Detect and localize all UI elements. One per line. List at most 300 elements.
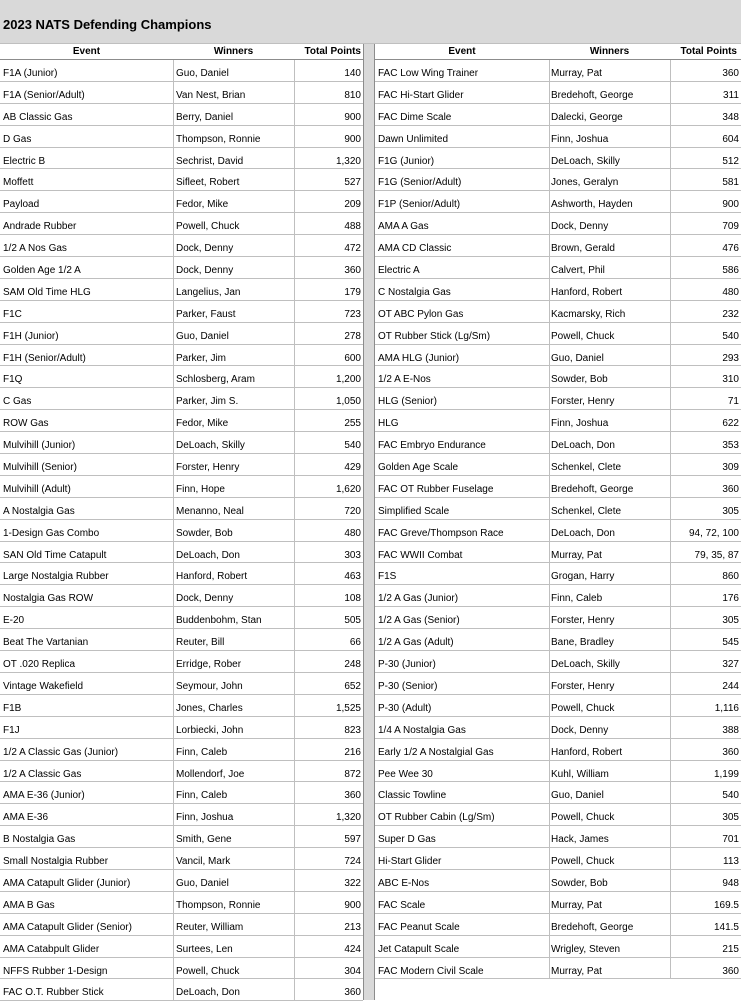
table-row — [0, 235, 363, 257]
event-cell[interactable]: Beat The Vartanian — [3, 637, 89, 649]
event-cell[interactable]: 1/2 A Gas (Adult) — [378, 637, 454, 649]
winner-cell[interactable]: Mollendorf, Joe — [176, 768, 245, 780]
winner-cell[interactable]: DeLoach, Skilly — [551, 659, 620, 671]
points-cell[interactable]: 216 — [344, 746, 361, 758]
points-cell[interactable]: 900 — [722, 199, 739, 211]
points-cell[interactable]: 179 — [344, 286, 361, 298]
winner-cell[interactable]: Jones, Geralyn — [551, 177, 619, 189]
event-cell[interactable]: Small Nostalgia Rubber — [3, 856, 109, 868]
event-cell[interactable]: P-30 (Junior) — [378, 659, 436, 671]
winner-cell[interactable]: Vancil, Mark — [176, 856, 231, 868]
winner-cell[interactable]: Calvert, Phil — [551, 265, 605, 277]
event-cell[interactable]: Nostalgia Gas ROW — [3, 593, 94, 605]
points-cell[interactable]: 505 — [344, 615, 361, 627]
winner-cell[interactable]: Van Nest, Brian — [176, 89, 246, 101]
table-row — [375, 60, 741, 82]
event-cell[interactable]: Golden Age Scale — [378, 462, 459, 474]
winner-cell[interactable]: Murray, Pat — [551, 549, 602, 561]
event-cell[interactable]: P-30 (Senior) — [378, 680, 438, 692]
points-cell[interactable]: 480 — [344, 527, 361, 539]
points-cell[interactable]: 1,620 — [335, 483, 361, 495]
event-cell[interactable]: Dawn Unlimited — [378, 133, 449, 145]
header-winners[interactable]: Winners — [213, 46, 254, 57]
event-cell[interactable]: FAC Embryo Endurance — [378, 440, 486, 452]
table-row — [375, 366, 741, 388]
winner-cell[interactable]: Dock, Denny — [551, 221, 609, 233]
winner-cell[interactable]: Powell, Chuck — [551, 856, 615, 868]
winner-cell[interactable]: Murray, Pat — [551, 899, 602, 911]
sheet-title[interactable]: 2023 NATS Defending Champions — [3, 17, 212, 32]
points-cell[interactable]: 604 — [722, 133, 739, 145]
event-cell[interactable]: Vintage Wakefield — [3, 680, 84, 692]
winner-cell[interactable]: Finn, Caleb — [551, 593, 603, 605]
points-cell[interactable]: 429 — [344, 462, 361, 474]
table-row — [375, 410, 741, 432]
points-cell[interactable]: 472 — [344, 243, 361, 255]
event-cell[interactable]: E-20 — [3, 615, 25, 627]
table-row — [0, 366, 363, 388]
points-cell[interactable]: 176 — [722, 593, 739, 605]
table-row — [375, 476, 741, 498]
winner-cell[interactable]: Powell, Chuck — [551, 330, 615, 342]
event-cell[interactable]: FAC Modern Civil Scale — [378, 965, 484, 977]
points-cell[interactable]: 215 — [722, 943, 739, 955]
points-cell[interactable]: 1,199 — [713, 768, 739, 780]
table-row — [375, 235, 741, 257]
event-cell[interactable]: OT Rubber Stick (Lg/Sm) — [378, 330, 491, 342]
winner-cell[interactable]: DeLoach, Don — [176, 549, 240, 561]
table-row — [0, 761, 363, 783]
header-total-points[interactable]: Total Points — [304, 46, 361, 57]
event-cell[interactable]: B Nostalgia Gas — [3, 834, 76, 846]
event-cell[interactable]: FAC O.T. Rubber Stick — [3, 987, 104, 999]
event-cell[interactable]: F1C — [3, 308, 22, 320]
winner-cell[interactable]: Powell, Chuck — [176, 965, 240, 977]
event-cell[interactable]: AB Classic Gas — [3, 111, 73, 123]
event-cell[interactable]: F1H (Junior) — [3, 330, 59, 342]
winner-cell[interactable]: Hanford, Robert — [176, 571, 248, 583]
winner-cell[interactable]: Lorbiecki, John — [176, 724, 244, 736]
winner-cell[interactable]: Parker, Jim — [176, 352, 227, 364]
table-row — [0, 629, 363, 651]
points-cell[interactable]: 720 — [344, 505, 361, 517]
right-rows — [375, 60, 741, 979]
points-cell[interactable]: 113 — [723, 856, 739, 868]
table-row — [0, 717, 363, 739]
table-row — [375, 826, 741, 848]
event-cell[interactable]: F1B — [3, 702, 22, 714]
winner-cell[interactable]: Brown, Gerald — [551, 243, 615, 255]
event-cell[interactable]: F1Q — [3, 374, 23, 386]
event-cell[interactable]: FAC Greve/Thompson Race — [378, 527, 504, 539]
winner-cell[interactable]: Hack, James — [551, 834, 609, 846]
points-cell[interactable]: 545 — [722, 637, 739, 649]
event-cell[interactable]: 1/2 A Nos Gas — [3, 243, 67, 255]
points-cell[interactable]: 360 — [344, 265, 361, 277]
event-cell[interactable]: AMA E-36 — [3, 812, 49, 824]
winner-cell[interactable]: Parker, Jim S. — [176, 396, 239, 408]
points-cell[interactable]: 310 — [722, 374, 739, 386]
points-cell[interactable]: 823 — [344, 724, 361, 736]
event-cell[interactable]: F1P (Senior/Adult) — [378, 199, 461, 211]
event-cell[interactable]: FAC OT Rubber Fuselage — [378, 483, 494, 495]
points-cell[interactable]: 255 — [344, 418, 361, 430]
event-cell[interactable]: SAN Old Time Catapult — [3, 549, 107, 561]
points-cell[interactable]: 309 — [722, 462, 739, 474]
event-cell[interactable]: F1G (Junior) — [378, 155, 435, 167]
event-cell[interactable]: 1/2 A Gas (Junior) — [378, 593, 459, 605]
event-cell[interactable]: D Gas — [3, 133, 32, 145]
winner-cell[interactable]: Hanford, Robert — [551, 286, 623, 298]
event-cell[interactable]: FAC Hi-Start Glider — [378, 89, 464, 101]
event-cell[interactable]: AMA B Gas — [3, 899, 55, 911]
event-cell[interactable]: AMA E-36 (Junior) — [3, 790, 85, 802]
winner-cell[interactable]: Kacmarsky, Rich — [551, 308, 626, 320]
winner-cell[interactable]: Hanford, Robert — [551, 746, 623, 758]
points-cell[interactable]: 900 — [344, 899, 361, 911]
winner-cell[interactable]: Schenkel, Clete — [551, 505, 622, 517]
winner-cell[interactable]: Sowder, Bob — [176, 527, 233, 539]
event-cell[interactable]: Hi-Start Glider — [378, 856, 442, 868]
points-cell[interactable]: 360 — [722, 68, 739, 79]
points-cell[interactable]: 1,320 — [335, 812, 361, 824]
winner-cell[interactable]: Guo, Daniel — [176, 68, 229, 79]
points-cell[interactable]: 900 — [344, 133, 361, 145]
winner-cell[interactable]: Langelius, Jan — [176, 286, 241, 298]
winner-cell[interactable]: Dock, Denny — [551, 724, 609, 736]
winner-cell[interactable]: Guo, Daniel — [551, 790, 604, 802]
points-cell[interactable]: 71 — [727, 396, 739, 408]
points-cell[interactable]: 600 — [344, 352, 361, 364]
title-bar — [0, 0, 741, 44]
winner-cell[interactable]: Forster, Henry — [551, 680, 615, 692]
points-cell[interactable]: 586 — [722, 265, 739, 277]
table-row — [0, 914, 363, 936]
points-cell[interactable]: 860 — [722, 571, 739, 583]
event-cell[interactable]: 1/2 A Gas (Senior) — [378, 615, 460, 627]
winner-cell[interactable]: DeLoach, Skilly — [551, 155, 620, 167]
event-cell[interactable]: AMA HLG (Junior) — [378, 352, 460, 364]
event-cell[interactable]: FAC Low Wing Trainer — [378, 68, 479, 79]
table-row — [0, 848, 363, 870]
event-cell[interactable]: AMA Catapult Glider (Junior) — [3, 877, 131, 889]
points-cell[interactable]: 424 — [344, 943, 361, 955]
table-row — [0, 607, 363, 629]
event-cell[interactable]: OT .020 Replica — [3, 659, 76, 671]
points-cell[interactable]: 293 — [722, 352, 739, 364]
event-cell[interactable]: HLG (Senior) — [378, 396, 437, 408]
points-cell[interactable]: 79, 35, 87 — [694, 549, 739, 561]
table-row — [0, 126, 363, 148]
event-cell[interactable]: OT Rubber Cabin (Lg/Sm) — [378, 812, 495, 824]
winner-cell[interactable]: Ashworth, Hayden — [551, 199, 633, 211]
winner-cell[interactable]: Wrigley, Steven — [551, 943, 621, 955]
winner-cell[interactable]: Thompson, Ronnie — [176, 133, 261, 145]
points-cell[interactable]: 305 — [722, 812, 739, 824]
winner-cell[interactable]: Powell, Chuck — [176, 221, 240, 233]
winner-cell[interactable]: Dock, Denny — [176, 593, 234, 605]
winner-cell[interactable]: Berry, Daniel — [176, 111, 234, 123]
table-row — [375, 958, 741, 980]
points-cell[interactable]: 1,525 — [335, 702, 361, 714]
table-row — [375, 651, 741, 673]
winner-cell[interactable]: Buddenbohm, Stan — [176, 615, 262, 627]
event-cell[interactable]: 1/2 A Classic Gas — [3, 768, 82, 780]
event-cell[interactable]: Jet Catapult Scale — [378, 943, 460, 955]
points-cell[interactable]: 948 — [722, 877, 739, 889]
winner-cell[interactable]: Surtees, Len — [176, 943, 233, 955]
table-row — [0, 651, 363, 673]
points-cell[interactable]: 360 — [722, 746, 739, 758]
event-cell[interactable]: Electric A — [378, 265, 420, 277]
table-row — [0, 454, 363, 476]
winner-cell[interactable]: Guo, Daniel — [551, 352, 604, 364]
event-cell[interactable]: Pee Wee 30 — [378, 768, 433, 780]
points-cell[interactable]: 1,050 — [335, 396, 361, 408]
winner-cell[interactable]: Sowder, Bob — [551, 374, 608, 386]
winner-cell[interactable]: Murray, Pat — [551, 965, 602, 977]
winner-cell[interactable]: Finn, Hope — [176, 483, 225, 495]
winner-cell[interactable]: Finn, Caleb — [176, 790, 228, 802]
table-row — [375, 892, 741, 914]
points-cell[interactable]: 581 — [722, 177, 739, 189]
points-cell[interactable]: 94, 72, 100 — [688, 527, 739, 539]
event-cell[interactable]: Classic Towline — [378, 790, 447, 802]
event-cell[interactable]: C Gas — [3, 396, 32, 408]
event-cell[interactable]: 1/4 A Nostalgia Gas — [378, 724, 466, 736]
event-cell[interactable]: 1-Design Gas Combo — [3, 527, 100, 539]
winner-cell[interactable]: Sechrist, David — [176, 155, 244, 167]
event-cell[interactable]: ROW Gas — [3, 418, 49, 430]
table-row — [375, 717, 741, 739]
winner-cell[interactable]: Seymour, John — [176, 680, 243, 692]
table-row — [0, 673, 363, 695]
points-cell[interactable]: 360 — [344, 790, 361, 802]
winner-cell[interactable]: Dock, Denny — [176, 243, 234, 255]
winner-cell[interactable]: Bredehoft, George — [551, 483, 634, 495]
table-row — [0, 257, 363, 279]
event-cell[interactable]: Mulvihill (Senior) — [3, 462, 77, 474]
winner-cell[interactable]: Finn, Joshua — [551, 133, 609, 145]
event-cell[interactable]: Electric B — [3, 155, 46, 167]
winner-cell[interactable]: DeLoach, Skilly — [176, 440, 245, 452]
table-row — [0, 585, 363, 607]
points-cell[interactable]: 66 — [349, 637, 361, 649]
winner-cell[interactable]: Dalecki, George — [551, 111, 623, 123]
event-cell[interactable]: Early 1/2 A Nostalgial Gas — [378, 746, 494, 758]
points-cell[interactable]: 388 — [722, 724, 739, 736]
points-cell[interactable]: 1,200 — [335, 374, 361, 386]
winner-cell[interactable]: Jones, Charles — [176, 702, 243, 714]
table-row — [375, 563, 741, 585]
header-winners[interactable]: Winners — [589, 46, 630, 57]
event-cell[interactable]: P-30 (Adult) — [378, 702, 432, 714]
event-cell[interactable]: F1S — [378, 571, 397, 583]
table-row — [375, 126, 741, 148]
right-table — [375, 44, 741, 979]
points-cell[interactable]: 278 — [344, 330, 361, 342]
winner-cell[interactable]: Fedor, Mike — [176, 199, 229, 211]
winner-cell[interactable]: Forster, Henry — [176, 462, 240, 474]
points-cell[interactable]: 724 — [344, 856, 361, 868]
event-cell[interactable]: AMA Catabpult Glider — [3, 943, 100, 955]
table-row — [0, 804, 363, 826]
points-cell[interactable]: 540 — [722, 790, 739, 802]
points-cell[interactable]: 597 — [344, 834, 361, 846]
winner-cell[interactable]: Finn, Joshua — [551, 418, 609, 430]
table-row — [0, 169, 363, 191]
winner-cell[interactable]: Guo, Daniel — [176, 330, 229, 342]
winner-cell[interactable]: DeLoach, Don — [176, 987, 240, 999]
winner-cell[interactable]: Thompson, Ronnie — [176, 899, 261, 911]
header-total-points[interactable]: Total Points — [680, 46, 737, 57]
winner-cell[interactable]: Sifleet, Robert — [176, 177, 240, 189]
points-cell[interactable]: 305 — [722, 615, 739, 627]
winner-cell[interactable]: Powell, Chuck — [551, 702, 615, 714]
winner-cell[interactable]: Parker, Faust — [176, 308, 236, 320]
event-cell[interactable]: NFFS Rubber 1-Design — [3, 965, 108, 977]
winner-cell[interactable]: Fedor, Mike — [176, 418, 229, 430]
winner-cell[interactable]: Sowder, Bob — [551, 877, 608, 889]
points-cell[interactable]: 108 — [344, 593, 361, 605]
points-cell[interactable]: 512 — [722, 155, 739, 167]
winner-cell[interactable]: Powell, Chuck — [551, 812, 615, 824]
event-cell[interactable]: FAC Dime Scale — [378, 111, 452, 123]
winner-cell[interactable]: Smith, Gene — [176, 834, 232, 846]
event-cell[interactable]: OT ABC Pylon Gas — [378, 308, 464, 320]
event-cell[interactable]: ABC E-Nos — [378, 877, 430, 889]
event-cell[interactable]: F1A (Senior/Adult) — [3, 89, 85, 101]
winner-cell[interactable]: Reuter, Bill — [176, 637, 225, 649]
event-cell[interactable]: HLG — [378, 418, 399, 430]
winner-cell[interactable]: Menanno, Neal — [176, 505, 244, 517]
winner-cell[interactable]: Forster, Henry — [551, 615, 615, 627]
points-cell[interactable]: 900 — [344, 111, 361, 123]
points-cell[interactable]: 304 — [344, 965, 361, 977]
points-cell[interactable]: 463 — [344, 571, 361, 583]
points-cell[interactable]: 709 — [722, 221, 739, 233]
event-cell[interactable]: F1G (Senior/Adult) — [378, 177, 462, 189]
winner-cell[interactable]: Bane, Bradley — [551, 637, 614, 649]
points-cell[interactable]: 232 — [722, 308, 739, 320]
points-cell[interactable]: 141.5 — [713, 921, 739, 933]
winner-cell[interactable]: Finn, Joshua — [176, 812, 234, 824]
winner-cell[interactable]: Grogan, Harry — [551, 571, 615, 583]
points-cell[interactable]: 488 — [344, 221, 361, 233]
points-cell[interactable]: 303 — [344, 549, 361, 561]
event-cell[interactable]: A Nostalgia Gas — [3, 505, 75, 517]
points-cell[interactable]: 327 — [722, 659, 739, 671]
table-row — [0, 958, 363, 980]
event-cell[interactable]: Simplified Scale — [378, 505, 450, 517]
points-cell[interactable]: 353 — [722, 440, 739, 452]
event-cell[interactable]: 1/2 A E-Nos — [378, 374, 431, 386]
points-cell[interactable]: 701 — [722, 834, 739, 846]
points-cell[interactable]: 622 — [722, 418, 739, 430]
table-row — [375, 345, 741, 367]
event-cell[interactable]: F1H (Senior/Adult) — [3, 352, 86, 364]
winner-cell[interactable]: Forster, Henry — [551, 396, 615, 408]
points-cell[interactable]: 652 — [344, 680, 361, 692]
winner-cell[interactable]: DeLoach, Don — [551, 440, 615, 452]
winner-cell[interactable]: Guo, Daniel — [176, 877, 229, 889]
event-cell[interactable]: AMA CD Classic — [378, 243, 452, 255]
event-cell[interactable]: Large Nostalgia Rubber — [3, 571, 109, 583]
winner-cell[interactable]: Schenkel, Clete — [551, 462, 622, 474]
winner-cell[interactable]: Dock, Denny — [176, 265, 234, 277]
winner-cell[interactable]: Kuhl, William — [551, 768, 609, 780]
event-cell[interactable]: F1J — [3, 724, 20, 736]
points-cell[interactable]: 248 — [344, 659, 361, 671]
event-cell[interactable]: Mulvihill (Adult) — [3, 483, 71, 495]
event-cell[interactable]: AMA Catapult Glider (Senior) — [3, 921, 132, 933]
event-cell[interactable]: SAM Old Time HLG — [3, 286, 91, 298]
points-cell[interactable]: 360 — [722, 483, 739, 495]
event-cell[interactable]: FAC Peanut Scale — [378, 921, 460, 933]
event-cell[interactable]: Super D Gas — [378, 834, 436, 846]
table-row — [0, 388, 363, 410]
points-cell[interactable]: 348 — [722, 111, 739, 123]
event-cell[interactable]: Mulvihill (Junior) — [3, 440, 76, 452]
event-cell[interactable]: Payload — [3, 199, 40, 211]
winner-cell[interactable]: Bredehoft, George — [551, 921, 634, 933]
points-cell[interactable]: 872 — [344, 768, 361, 780]
points-cell[interactable]: 1,320 — [335, 155, 361, 167]
table-row — [375, 848, 741, 870]
table-row — [0, 782, 363, 804]
header-event[interactable]: Event — [72, 46, 101, 57]
points-cell[interactable]: 360 — [344, 987, 361, 999]
points-cell[interactable]: 244 — [722, 680, 739, 692]
event-cell[interactable]: Andrade Rubber — [3, 221, 77, 233]
points-cell[interactable]: 140 — [344, 68, 361, 79]
points-cell[interactable]: 810 — [344, 89, 361, 101]
event-cell[interactable]: FAC Scale — [378, 899, 426, 911]
event-cell[interactable]: Moffett — [3, 177, 34, 189]
event-cell[interactable]: C Nostalgia Gas — [378, 286, 451, 298]
event-cell[interactable]: 1/2 A Classic Gas (Junior) — [3, 746, 119, 758]
points-cell[interactable]: 723 — [344, 308, 361, 320]
event-cell[interactable]: FAC WWII Combat — [378, 549, 463, 561]
points-cell[interactable]: 209 — [344, 199, 361, 211]
winner-cell[interactable]: Murray, Pat — [551, 68, 602, 79]
points-cell[interactable]: 360 — [722, 965, 739, 977]
winner-cell[interactable]: DeLoach, Don — [551, 527, 615, 539]
points-cell[interactable]: 480 — [722, 286, 739, 298]
header-event[interactable]: Event — [448, 46, 476, 57]
winner-cell[interactable]: Bredehoft, George — [551, 89, 634, 101]
points-cell[interactable]: 540 — [344, 440, 361, 452]
table-row — [0, 213, 363, 235]
points-cell[interactable]: 540 — [722, 330, 739, 342]
column-divider — [363, 44, 375, 1000]
event-cell[interactable]: Golden Age 1/2 A — [3, 265, 81, 277]
winner-cell[interactable]: Finn, Caleb — [176, 746, 228, 758]
winner-cell[interactable]: Schlosberg, Aram — [176, 374, 255, 386]
points-cell[interactable]: 1,116 — [714, 702, 739, 714]
points-cell[interactable]: 305 — [722, 505, 739, 517]
points-cell[interactable]: 476 — [722, 243, 739, 255]
points-cell[interactable]: 322 — [344, 877, 361, 889]
points-cell[interactable]: 527 — [344, 177, 361, 189]
event-cell[interactable]: AMA A Gas — [378, 221, 429, 233]
event-cell[interactable]: F1A (Junior) — [3, 68, 58, 79]
points-cell[interactable]: 169.5 — [713, 899, 739, 911]
winner-cell[interactable]: Reuter, William — [176, 921, 244, 933]
winner-cell[interactable]: Erridge, Rober — [176, 659, 242, 671]
points-cell[interactable]: 213 — [344, 921, 361, 933]
points-cell[interactable]: 311 — [723, 89, 739, 101]
